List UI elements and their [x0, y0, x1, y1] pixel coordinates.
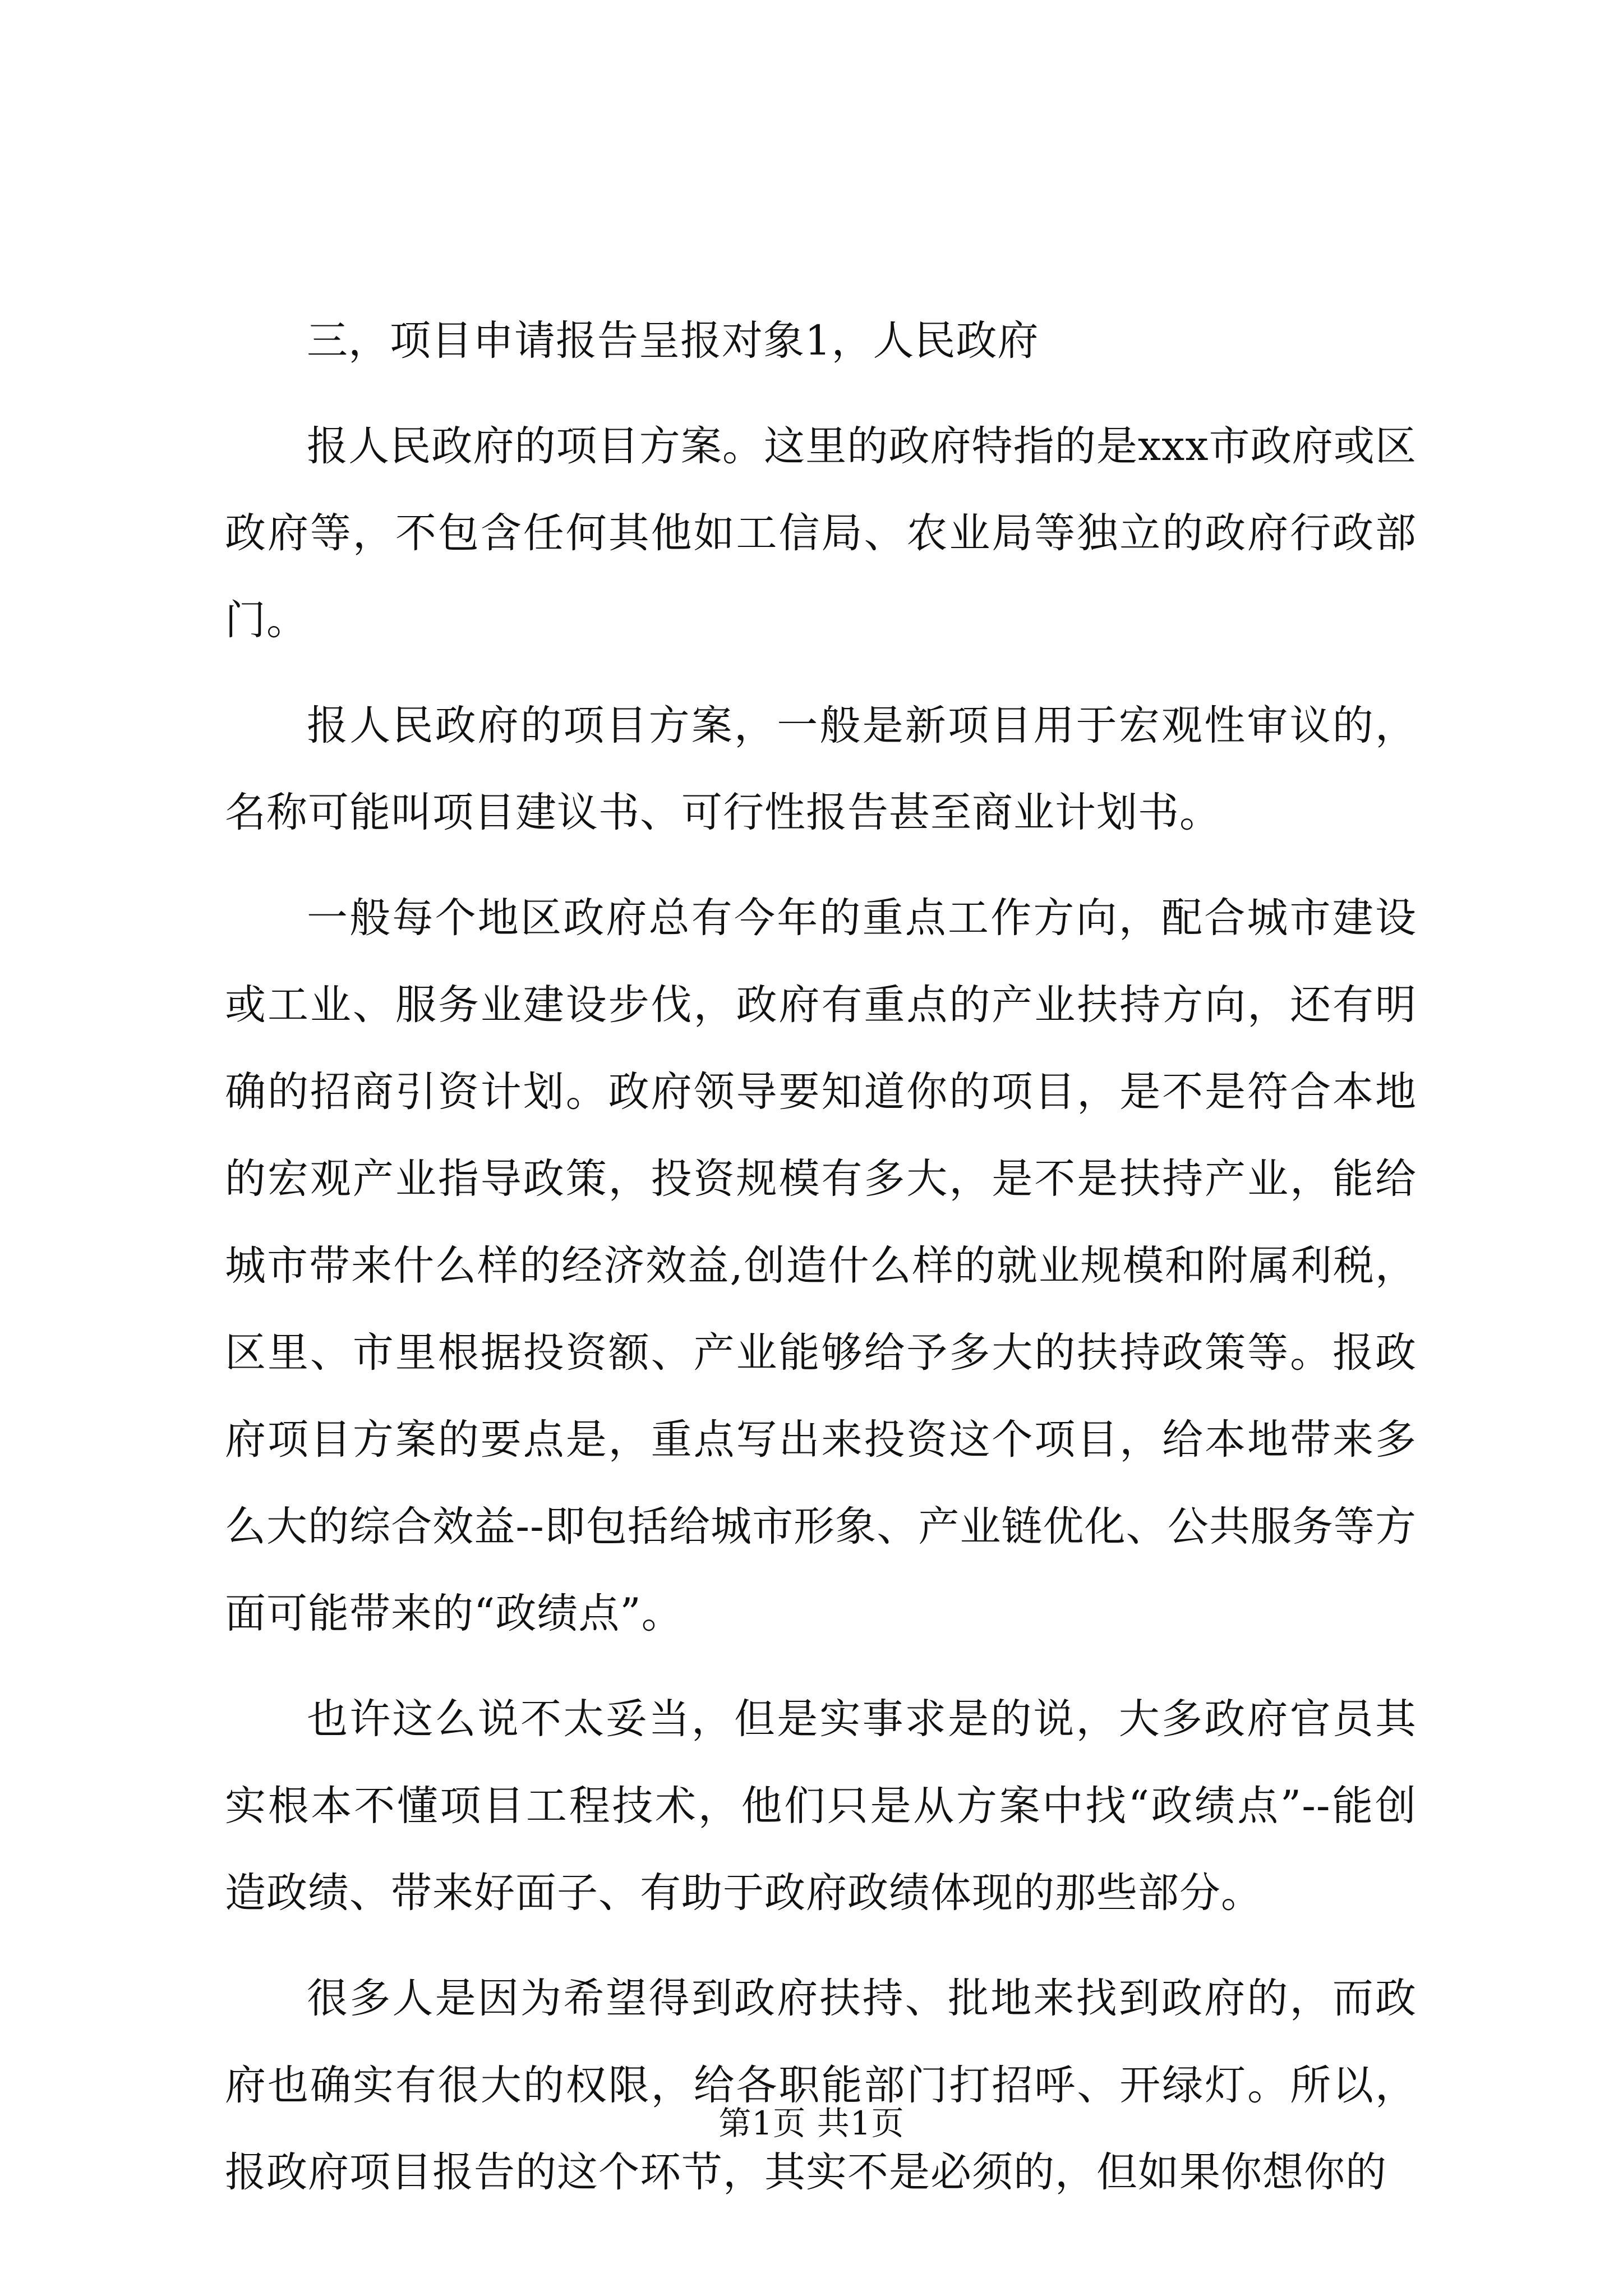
- body-paragraph: 也许这么说不太妥当，但是实事求是的说，大多政府官员其实根本不懂项目工程技术，他们只是从方案中找“政绩点”--能创造政绩、带来好面子、有助于政府政绩体现的那些部分。: [225, 1695, 1417, 1917]
- body-paragraph: 很多人是因为希望得到政府扶持、批地来找到政府的，而政府也确实有很大的权限，给各职能部门打招呼、开绿灯。所以，报政府项目报告的这个环节，其实不是必须的，但如果你想你的: [225, 1975, 1417, 2196]
- body-paragraph: 报人民政府的项目方案，一般是新项目用于宏观性审议的，名称可能叫项目建议书、可行性报告甚至商业计划书。: [225, 702, 1417, 836]
- page-number: 第1页 共1页: [718, 2104, 905, 2142]
- page-footer: [0, 2101, 1623, 2146]
- document-body: [225, 297, 1417, 2234]
- body-paragraph: 报人民政府的项目方案。这里的政府特指的是xxx市政府或区政府等，不包含任何其他如工信局、农业局等独立的政府行政部门。: [225, 422, 1417, 644]
- body-paragraph: 一般每个地区政府总有今年的重点工作方向，配合城市建设或工业、服务业建设步伐，政府有重点的产业扶持方向，还有明确的招商引资计划。政府领导要知道你的项目，是不是符合本地的宏观产业指导政策，投资规模有多大，是不是扶持产业，能给城市带来什么样的经济效益,创造什么样的就业规模和附属利税，区里、市里根据投资额、产业能够给予多大的扶持政策等。报政府项目方案的要点是，重点写出来投资这个项目，给本地带来多么大的综合效益--即包括给城市形象、产业链优化、公共服务等方面可能带来的“政绩点”。: [225, 894, 1417, 1637]
- section-heading: 三，项目申请报告呈报对象1，人民政府: [307, 317, 1039, 365]
